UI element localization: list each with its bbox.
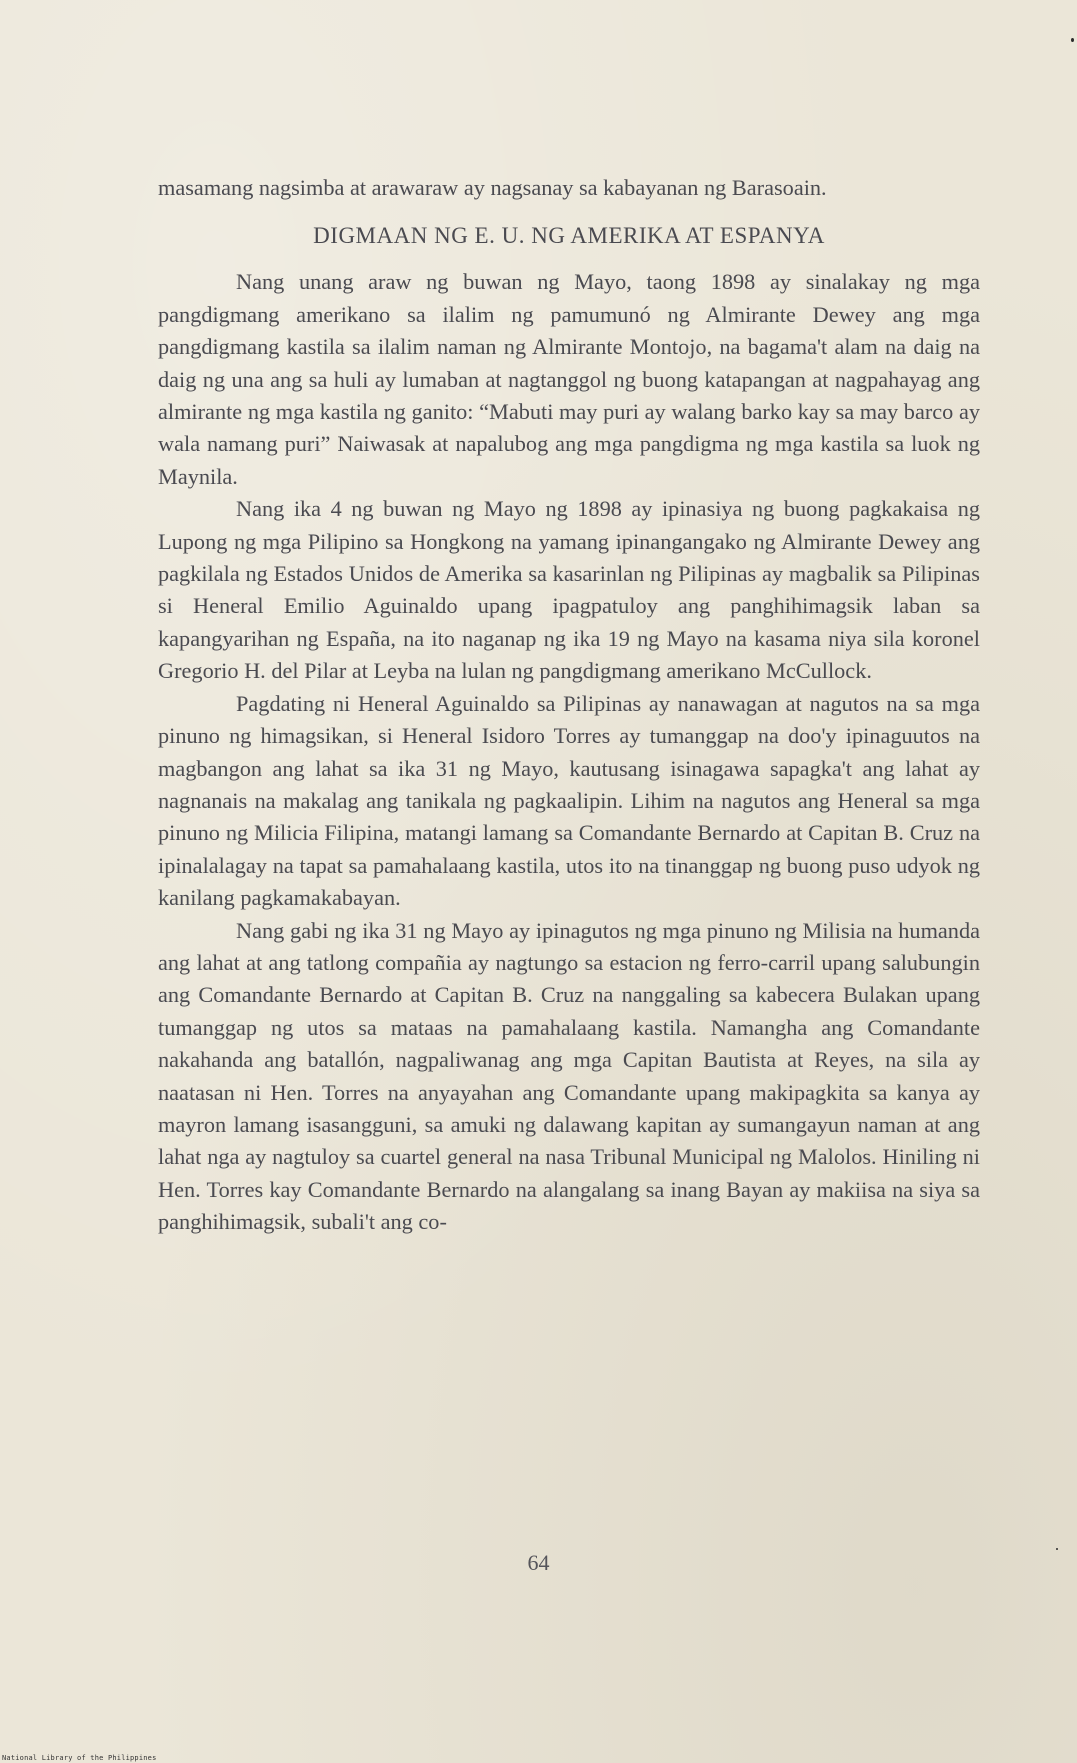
paragraph: Nang ika 4 ng buwan ng Mayo ng 1898 ay ipinasiya ng buong pagkakaisa ng Lupong ng mga Pilipino sa Hongkong na yamang ipinangangako ng Almirante Dewey ang pagkilala ng Estados Unidos de Amerika sa kasarinlan ng Pilipinas ay magbalik sa Pilipinas si Heneral Emilio Aguinaldo upang ipagpatuloy ang panghihimagsik laban sa kapangyarihan ng España, na ito naganap ng ika 19 ng Mayo na kasama niya sila koronel Gregorio H. del Pilar at Leyba na lulan ng pangdigmang amerikano McCullock. [158,496,980,684]
page-text-block [158,172,980,1239]
footer-credit: National Library of the Philippines [2,1754,157,1762]
page-number: 64 [527,1550,550,1575]
scan-speck [1071,38,1074,42]
paragraph: Nang gabi ng ika 31 ng Mayo ay ipinagutos ng mga pinuno ng Milisia na humanda ang lahat at ang tatlong compañia ay nagtungo sa estacion ng ferro-carril upang salubungin ang Comandante Bernardo at Capitan B. Cruz na nanggaling sa kabecera Bulakan upang tumanggap ng utos sa mataas na pamahalaang kastila. Namangha ang Comandante nakahanda ang batallón, nagpaliwanag ang mga Capitan Bautista at Reyes, na sila ay naatasan ni Hen. Torres na anyayahan ang Comandante upang makipagkita sa kanya ay mayron lamang isasangguni, sa amuki ng dalawang kapitan ay sumangayun naman at ang lahat nga ay nagtuloy sa cuartel general na nasa Tribunal Municipal ng Malolos. Hiniling ni Hen. Torres kay Comandante Bernardo na alangalang sa inang Bayan ay makiisa na siya sa panghihimagsik, subali't ang co- [158,917,980,1235]
section-heading: DIGMAAN NG E. U. NG AMERIKA AT ESPANYA [313,223,825,249]
paragraph: Nang unang araw ng buwan ng Mayo, taong 1898 ay sinalakay ng mga pangdigmang amerikano sa ilalim ng pamumunó ng Almirante Dewey ang mga pangdigmang kastila sa ilalim naman ng Almirante Montojo, na bagama't alam na daig na daig ng una ang sa huli ay lumaban at nagtanggol ng buong katapangan at nagpahayag ang almirante ng mga kastila ng ganito: “Mabuti may puri ay walang barko kay sa may barco ay wala namang puri” Naiwasak at napalubog ang mga pangdigma ng mga kastila sa luok ng Maynila. [158,269,980,489]
scan-speck [1056,1548,1058,1550]
paragraph: Pagdating ni Heneral Aguinaldo sa Pilipinas ay nanawagan at nagutos na sa mga pinuno ng himagsikan, si Heneral Isidoro Torres ay tumanggap na doo'y ipinaguutos na magbangon ang lahat sa ika 31 ng Mayo, kautusang isinagawa sapagka't ang lahat ay nagnanais na makalag ang tanikala ng pagkaalipin. Lihim na nagutos ang Heneral sa mga pinuno ng Milicia Filipina, matangi lamang sa Comandante Bernardo at Capitan B. Cruz na ipinalalagay na tapat sa pamahalaang kastila, utos ito na tinanggap ng buong puso udyok ng kanilang pagkamakabayan. [158,690,980,911]
paragraph-continuation: masamang nagsimba at arawaraw ay nagsanay sa kabayanan ng Barasoain. [158,175,827,200]
